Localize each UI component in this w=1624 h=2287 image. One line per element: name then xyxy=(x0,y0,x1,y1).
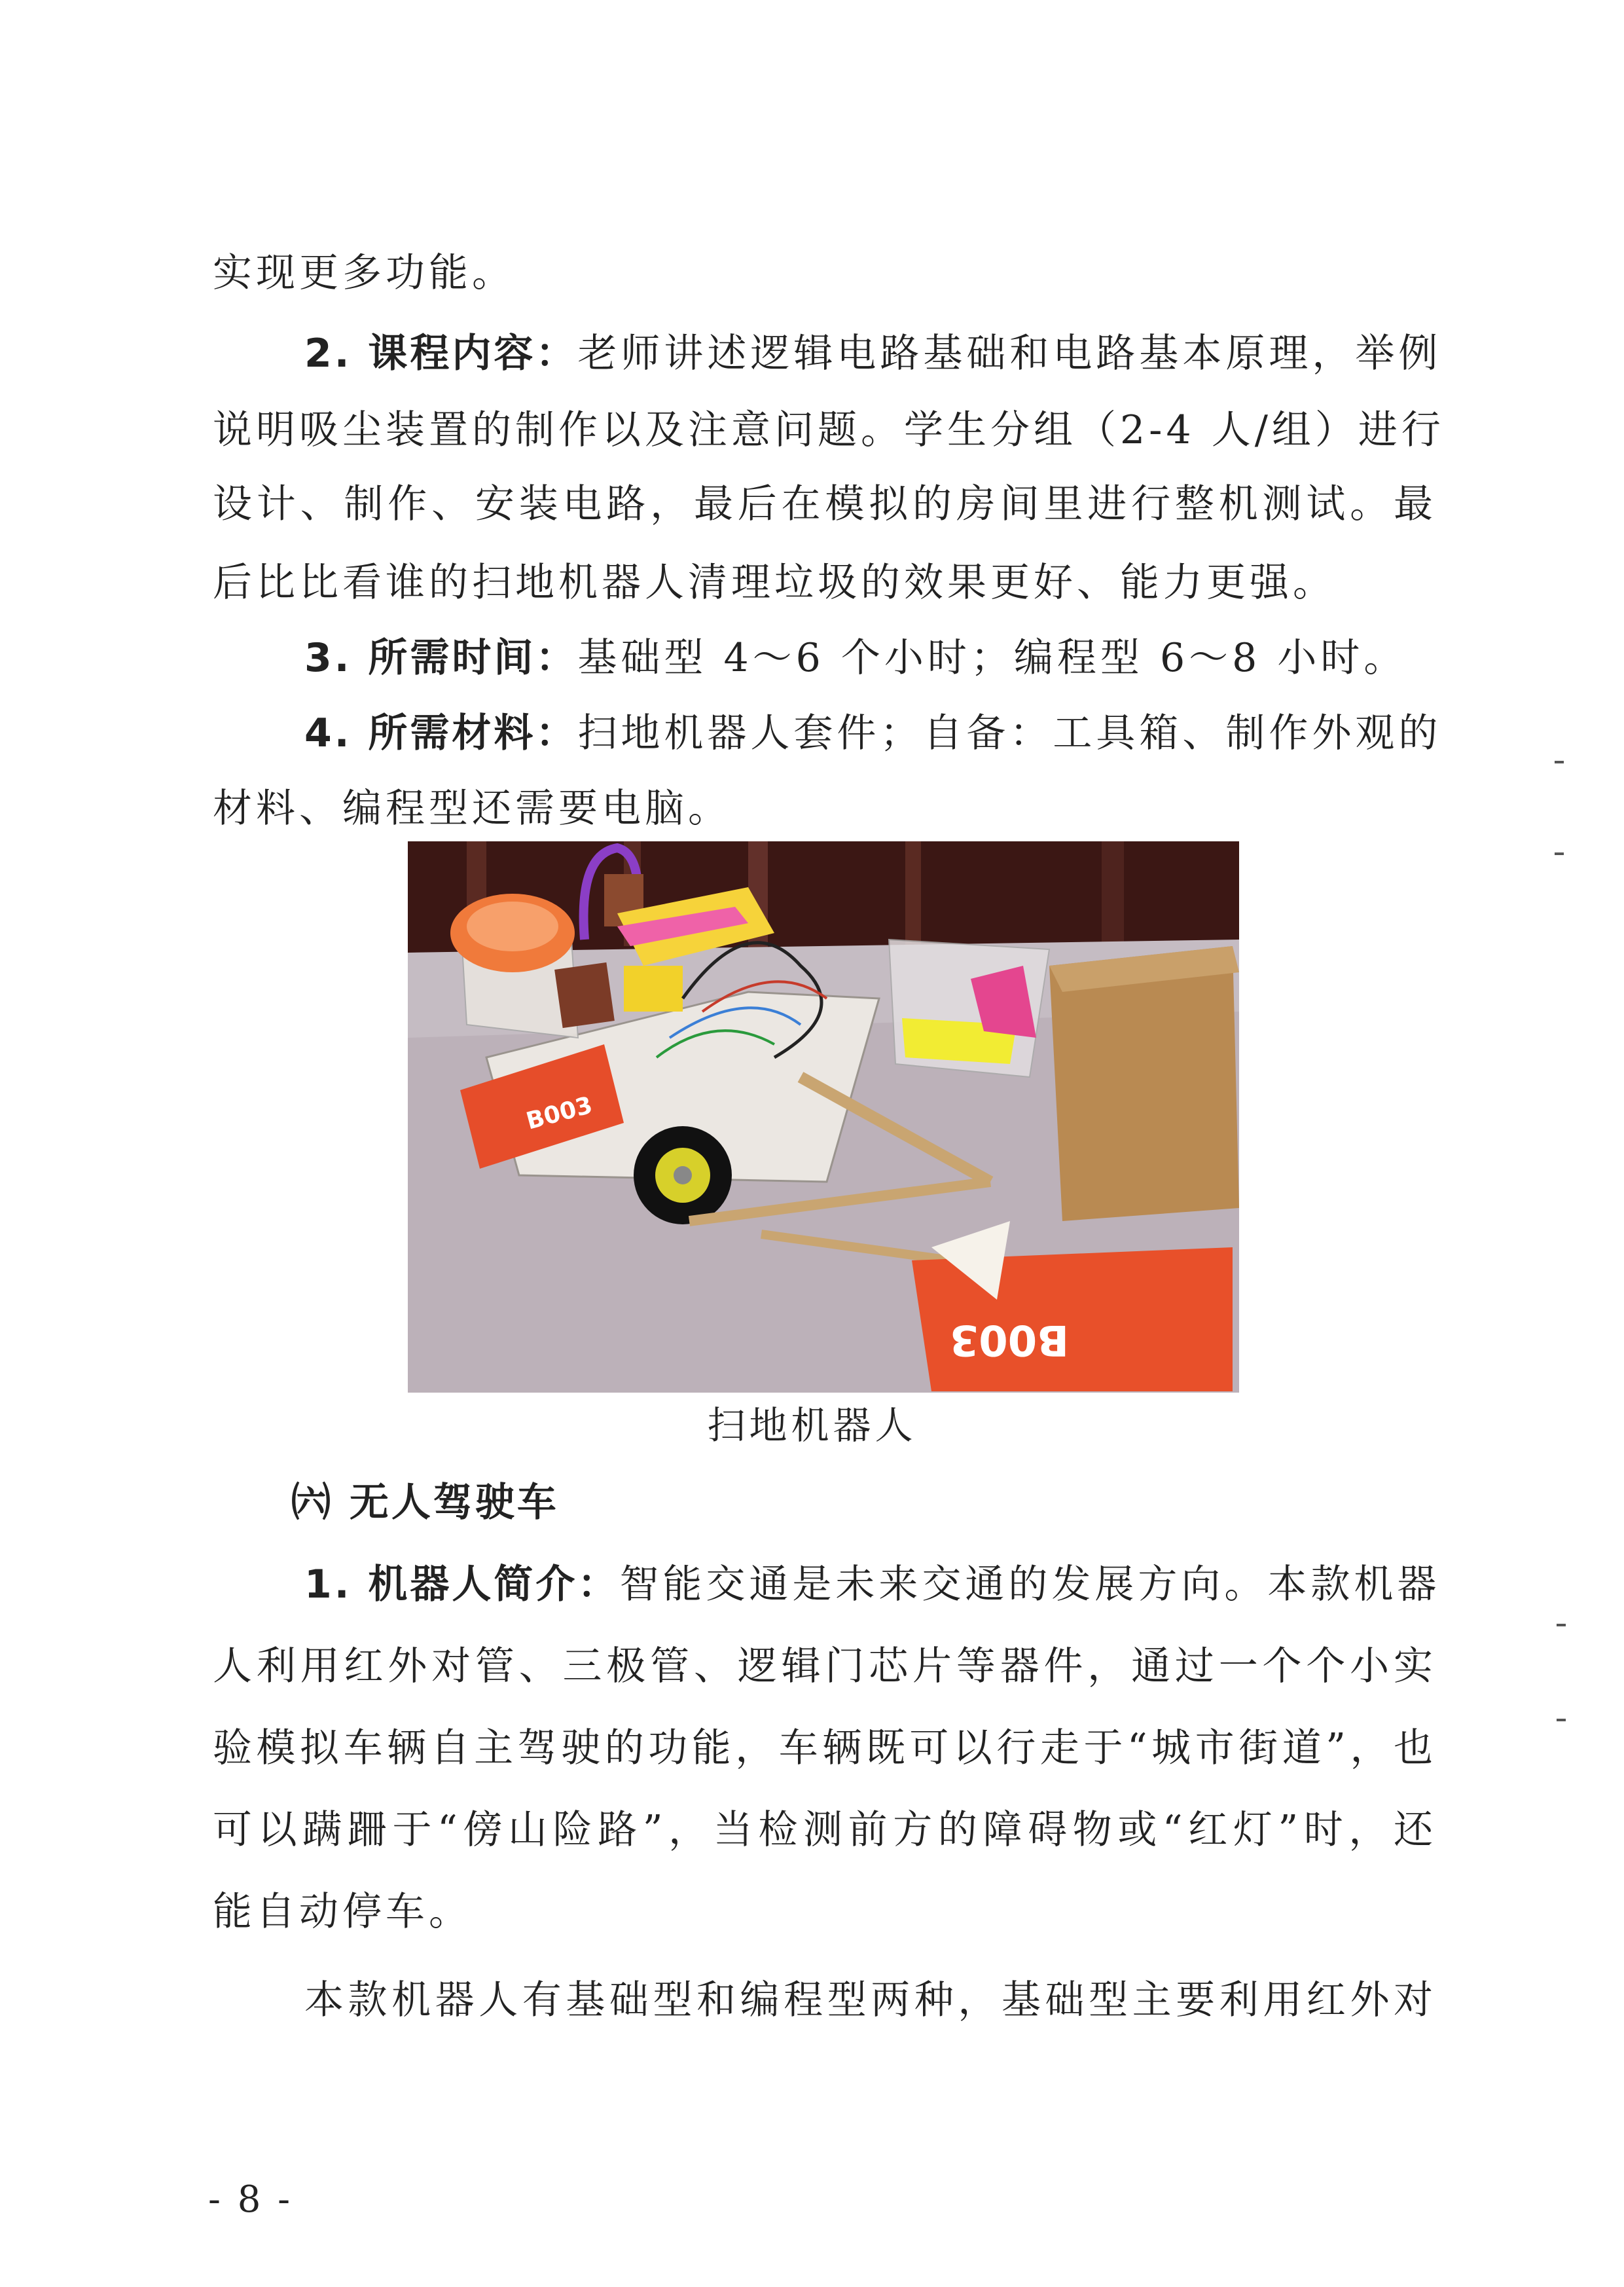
paragraph-line: 实现更多功能。 xyxy=(213,250,515,296)
paragraph-line: 可以蹒跚于“傍山险路”，当检测前方的障碍物或“红灯”时，还 xyxy=(213,1807,1437,1853)
scan-mark xyxy=(1557,1719,1566,1721)
page-number: - 8 - xyxy=(208,2178,293,2221)
paragraph-line: 2. 课程内容：老师讲述逻辑电路基础和电路基本原理，举例 xyxy=(304,331,1442,376)
scan-mark xyxy=(1555,852,1564,855)
paragraph-line: 能自动停车。 xyxy=(213,1889,472,1935)
paragraph-line: 后比比看谁的扫地机器人清理垃圾的效果更好、能力更强。 xyxy=(213,560,1336,606)
sign-label-front: B003 xyxy=(523,1091,596,1135)
item-label: 2. 课程内容： xyxy=(304,331,578,376)
paragraph-line: 说明吸尘装置的制作以及注意问题。学生分组（2-4 人/组）进行 xyxy=(213,407,1445,453)
robot-photo-illustration xyxy=(408,841,1239,1393)
sweeping-robot-photo xyxy=(408,841,1239,1393)
paragraph-line: 本款机器人有基础型和编程型两种，基础型主要利用红外对 xyxy=(304,1977,1437,2023)
photo-caption: 扫地机器人 xyxy=(707,1403,917,1448)
paragraph-line: 验模拟车辆自主驾驶的功能，车辆既可以行走于“城市街道”，也 xyxy=(213,1725,1437,1771)
scan-mark xyxy=(1555,761,1564,763)
section-heading: ㈥ 无人驾驶车 xyxy=(291,1480,559,1526)
item-label: 3. 所需时间： xyxy=(304,635,578,681)
paragraph-line: 材料、编程型还需要电脑。 xyxy=(213,786,731,832)
paragraph-line: 3. 所需时间：基础型 4～6 个小时；编程型 6～8 小时。 xyxy=(304,635,1407,681)
sign-label-back: B003 xyxy=(949,1315,1069,1364)
item-label: 1. 机器人简介： xyxy=(304,1562,620,1607)
paragraph-line: 人利用红外对管、三极管、逻辑门芯片等器件，通过一个个小实 xyxy=(213,1643,1437,1689)
scan-mark xyxy=(1557,1624,1566,1626)
item-label: 4. 所需材料： xyxy=(304,710,578,756)
paragraph-line: 设计、制作、安装电路，最后在模拟的房间里进行整机测试。最 xyxy=(213,481,1437,527)
paragraph-line: 4. 所需材料：扫地机器人套件；自备：工具箱、制作外观的 xyxy=(304,710,1442,756)
paragraph-line: 1. 机器人简介：智能交通是未来交通的发展方向。本款机器 xyxy=(304,1562,1441,1607)
